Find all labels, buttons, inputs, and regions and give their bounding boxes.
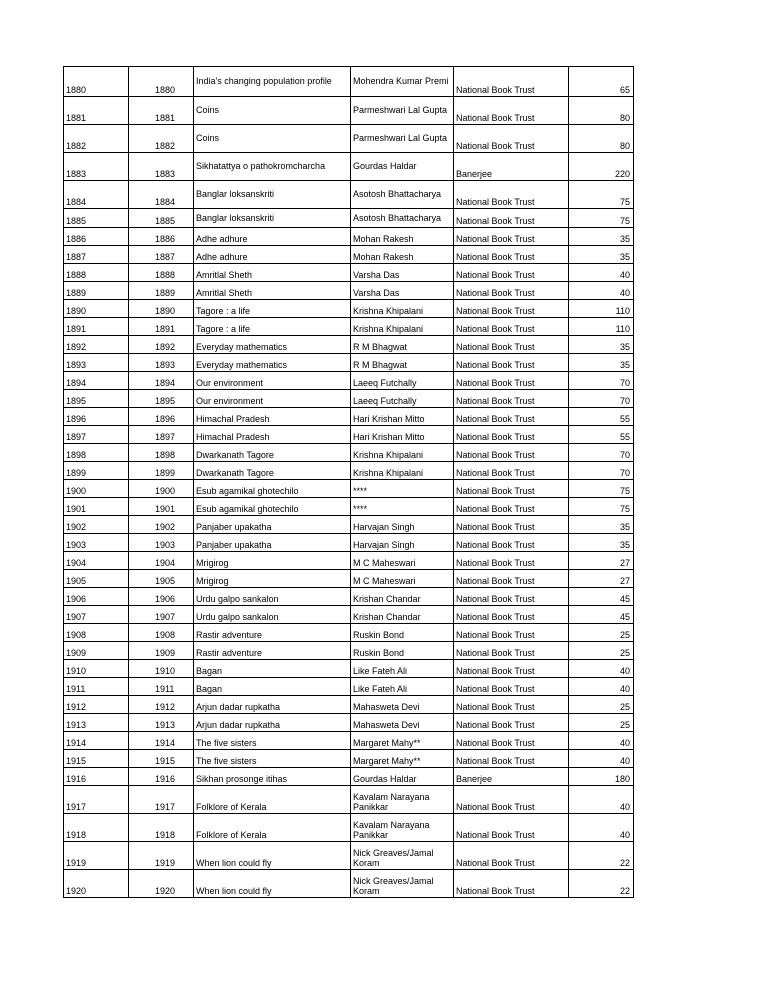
- price-cell: 70: [569, 372, 634, 390]
- title-cell: Our environment: [194, 372, 351, 390]
- title-cell: Dwarkanath Tagore: [194, 444, 351, 462]
- accession-number-cell: 1902: [129, 516, 194, 534]
- author-cell: Asotosh Bhattacharya: [351, 209, 454, 228]
- publisher-cell: National Book Trust: [454, 588, 569, 606]
- title-cell: Urdu galpo sankalon: [194, 588, 351, 606]
- publisher-cell: National Book Trust: [454, 498, 569, 516]
- price-cell: 35: [569, 246, 634, 264]
- title-cell: Adhe adhure: [194, 246, 351, 264]
- title-cell: Esub agamikal ghotechilo: [194, 480, 351, 498]
- row-id-cell: 1896: [64, 408, 129, 426]
- author-cell: Laeeq Futchally: [351, 372, 454, 390]
- price-cell: 22: [569, 842, 634, 870]
- accession-number-cell: 1919: [129, 842, 194, 870]
- accession-number-cell: 1884: [129, 181, 194, 209]
- accession-number-cell: 1882: [129, 125, 194, 153]
- price-cell: 70: [569, 390, 634, 408]
- publisher-cell: National Book Trust: [454, 426, 569, 444]
- row-id-cell: 1910: [64, 660, 129, 678]
- title-cell: Urdu galpo sankalon: [194, 606, 351, 624]
- price-cell: 22: [569, 870, 634, 898]
- title-cell: Rastir adventure: [194, 642, 351, 660]
- table-row: [64, 552, 634, 570]
- price-cell: 70: [569, 462, 634, 480]
- title-cell: Sikhan prosonge itihas: [194, 768, 351, 786]
- price-cell: 45: [569, 588, 634, 606]
- publisher-cell: National Book Trust: [454, 516, 569, 534]
- row-id-cell: 1904: [64, 552, 129, 570]
- accession-number-cell: 1890: [129, 300, 194, 318]
- row-id-cell: 1892: [64, 336, 129, 354]
- title-cell: When lion could fly: [194, 842, 351, 870]
- table-row: [64, 336, 634, 354]
- publisher-cell: National Book Trust: [454, 97, 569, 125]
- publisher-cell: National Book Trust: [454, 480, 569, 498]
- author-cell: Asotosh Bhattacharya: [351, 181, 454, 209]
- price-cell: 40: [569, 786, 634, 814]
- price-cell: 35: [569, 336, 634, 354]
- row-id-cell: 1891: [64, 318, 129, 336]
- author-cell: Kavalam Narayana Panikkar: [351, 786, 454, 814]
- author-cell: Hari Krishan Mitto: [351, 426, 454, 444]
- publisher-cell: National Book Trust: [454, 462, 569, 480]
- author-cell: Hari Krishan Mitto: [351, 408, 454, 426]
- table-row: [64, 696, 634, 714]
- price-cell: 35: [569, 228, 634, 246]
- author-cell: Mahasweta Devi: [351, 696, 454, 714]
- publisher-cell: National Book Trust: [454, 606, 569, 624]
- row-id-cell: 1895: [64, 390, 129, 408]
- row-id-cell: 1903: [64, 534, 129, 552]
- accession-number-cell: 1880: [129, 67, 194, 97]
- table-row: [64, 534, 634, 552]
- row-id-cell: 1886: [64, 228, 129, 246]
- accession-number-cell: 1887: [129, 246, 194, 264]
- publisher-cell: Banerjee: [454, 768, 569, 786]
- price-cell: 35: [569, 534, 634, 552]
- author-cell: Mahasweta Devi: [351, 714, 454, 732]
- row-id-cell: 1901: [64, 498, 129, 516]
- price-cell: 40: [569, 678, 634, 696]
- publisher-cell: National Book Trust: [454, 390, 569, 408]
- price-cell: 25: [569, 696, 634, 714]
- table-row: [64, 153, 634, 181]
- table-row: [64, 768, 634, 786]
- title-cell: When lion could fly: [194, 870, 351, 898]
- row-id-cell: 1882: [64, 125, 129, 153]
- accession-number-cell: 1906: [129, 588, 194, 606]
- table-row: [64, 732, 634, 750]
- publisher-cell: Banerjee: [454, 153, 569, 181]
- title-cell: Sikhatattya o pathokromcharcha: [194, 153, 351, 181]
- accession-number-cell: 1912: [129, 696, 194, 714]
- table-row: [64, 462, 634, 480]
- price-cell: 35: [569, 516, 634, 534]
- publisher-cell: National Book Trust: [454, 264, 569, 282]
- table-row: [64, 228, 634, 246]
- table-row: [64, 642, 634, 660]
- author-cell: Harvajan Singh: [351, 534, 454, 552]
- title-cell: Folklore of Kerala: [194, 786, 351, 814]
- author-cell: Like Fateh Ali: [351, 660, 454, 678]
- publisher-cell: National Book Trust: [454, 732, 569, 750]
- accession-number-cell: 1916: [129, 768, 194, 786]
- title-cell: Bagan: [194, 678, 351, 696]
- price-cell: 40: [569, 660, 634, 678]
- publisher-cell: National Book Trust: [454, 842, 569, 870]
- price-cell: 70: [569, 444, 634, 462]
- price-cell: 35: [569, 354, 634, 372]
- accession-number-cell: 1888: [129, 264, 194, 282]
- author-cell: M C Maheswari: [351, 552, 454, 570]
- title-cell: Arjun dadar rupkatha: [194, 696, 351, 714]
- publisher-cell: National Book Trust: [454, 624, 569, 642]
- row-id-cell: 1883: [64, 153, 129, 181]
- title-cell: Tagore : a life: [194, 318, 351, 336]
- price-cell: 110: [569, 300, 634, 318]
- publisher-cell: National Book Trust: [454, 570, 569, 588]
- title-cell: Folklore of Kerala: [194, 814, 351, 842]
- author-cell: Like Fateh Ali: [351, 678, 454, 696]
- table-row: [64, 444, 634, 462]
- publisher-cell: National Book Trust: [454, 300, 569, 318]
- accession-number-cell: 1920: [129, 870, 194, 898]
- title-cell: Panjaber upakatha: [194, 534, 351, 552]
- title-cell: Esub agamikal ghotechilo: [194, 498, 351, 516]
- publisher-cell: National Book Trust: [454, 228, 569, 246]
- row-id-cell: 1918: [64, 814, 129, 842]
- row-id-cell: 1887: [64, 246, 129, 264]
- publisher-cell: National Book Trust: [454, 678, 569, 696]
- row-id-cell: 1915: [64, 750, 129, 768]
- row-id-cell: 1894: [64, 372, 129, 390]
- price-cell: 65: [569, 67, 634, 97]
- book-list-table: [63, 66, 634, 898]
- row-id-cell: 1917: [64, 786, 129, 814]
- table-row: [64, 588, 634, 606]
- table-row: [64, 246, 634, 264]
- author-cell: Ruskin Bond: [351, 624, 454, 642]
- row-id-cell: 1899: [64, 462, 129, 480]
- accession-number-cell: 1903: [129, 534, 194, 552]
- author-cell: R M Bhagwat: [351, 354, 454, 372]
- row-id-cell: 1911: [64, 678, 129, 696]
- title-cell: Amritlal Sheth: [194, 264, 351, 282]
- title-cell: Mrigirog: [194, 552, 351, 570]
- accession-number-cell: 1893: [129, 354, 194, 372]
- price-cell: 45: [569, 606, 634, 624]
- author-cell: R M Bhagwat: [351, 336, 454, 354]
- publisher-cell: National Book Trust: [454, 660, 569, 678]
- accession-number-cell: 1904: [129, 552, 194, 570]
- author-cell: Margaret Mahy**: [351, 750, 454, 768]
- publisher-cell: National Book Trust: [454, 408, 569, 426]
- table-row: [64, 842, 634, 870]
- author-cell: Ruskin Bond: [351, 642, 454, 660]
- row-id-cell: 1914: [64, 732, 129, 750]
- author-cell: Margaret Mahy**: [351, 732, 454, 750]
- author-cell: Mohan Rakesh: [351, 246, 454, 264]
- accession-number-cell: 1901: [129, 498, 194, 516]
- title-cell: Banglar loksanskriti: [194, 181, 351, 209]
- title-cell: Arjun dadar rupkatha: [194, 714, 351, 732]
- price-cell: 220: [569, 153, 634, 181]
- title-cell: The five sisters: [194, 750, 351, 768]
- accession-number-cell: 1908: [129, 624, 194, 642]
- publisher-cell: National Book Trust: [454, 534, 569, 552]
- publisher-cell: National Book Trust: [454, 814, 569, 842]
- row-id-cell: 1888: [64, 264, 129, 282]
- row-id-cell: 1909: [64, 642, 129, 660]
- price-cell: 110: [569, 318, 634, 336]
- author-cell: ****: [351, 498, 454, 516]
- row-id-cell: 1884: [64, 181, 129, 209]
- table-row: [64, 390, 634, 408]
- row-id-cell: 1893: [64, 354, 129, 372]
- accession-number-cell: 1915: [129, 750, 194, 768]
- row-id-cell: 1898: [64, 444, 129, 462]
- title-cell: Bagan: [194, 660, 351, 678]
- table-row: [64, 282, 634, 300]
- row-id-cell: 1919: [64, 842, 129, 870]
- row-id-cell: 1913: [64, 714, 129, 732]
- table-row: [64, 354, 634, 372]
- accession-number-cell: 1889: [129, 282, 194, 300]
- publisher-cell: National Book Trust: [454, 444, 569, 462]
- author-cell: Krishan Chandar: [351, 588, 454, 606]
- price-cell: 180: [569, 768, 634, 786]
- publisher-cell: National Book Trust: [454, 786, 569, 814]
- publisher-cell: National Book Trust: [454, 372, 569, 390]
- author-cell: Mohan Rakesh: [351, 228, 454, 246]
- accession-number-cell: 1899: [129, 462, 194, 480]
- title-cell: Everyday mathematics: [194, 354, 351, 372]
- author-cell: Krishna Khipalani: [351, 462, 454, 480]
- table-row: [64, 181, 634, 209]
- title-cell: Panjaber upakatha: [194, 516, 351, 534]
- price-cell: 75: [569, 209, 634, 228]
- table-row: [64, 678, 634, 696]
- row-id-cell: 1885: [64, 209, 129, 228]
- book-list-body: [64, 67, 634, 898]
- accession-number-cell: 1911: [129, 678, 194, 696]
- table-row: [64, 264, 634, 282]
- row-id-cell: 1907: [64, 606, 129, 624]
- author-cell: Nick Greaves/Jamal Koram: [351, 842, 454, 870]
- table-row: [64, 624, 634, 642]
- table-row: [64, 426, 634, 444]
- row-id-cell: 1890: [64, 300, 129, 318]
- publisher-cell: National Book Trust: [454, 181, 569, 209]
- title-cell: Rastir adventure: [194, 624, 351, 642]
- row-id-cell: 1889: [64, 282, 129, 300]
- accession-number-cell: 1894: [129, 372, 194, 390]
- title-cell: Coins: [194, 97, 351, 125]
- price-cell: 40: [569, 750, 634, 768]
- row-id-cell: 1897: [64, 426, 129, 444]
- author-cell: Krishan Chandar: [351, 606, 454, 624]
- accession-number-cell: 1898: [129, 444, 194, 462]
- publisher-cell: National Book Trust: [454, 246, 569, 264]
- accession-number-cell: 1907: [129, 606, 194, 624]
- author-cell: Harvajan Singh: [351, 516, 454, 534]
- accession-number-cell: 1910: [129, 660, 194, 678]
- price-cell: 40: [569, 282, 634, 300]
- row-id-cell: 1916: [64, 768, 129, 786]
- accession-number-cell: 1895: [129, 390, 194, 408]
- row-id-cell: 1920: [64, 870, 129, 898]
- table-row: [64, 372, 634, 390]
- title-cell: Dwarkanath Tagore: [194, 462, 351, 480]
- table-row: [64, 300, 634, 318]
- author-cell: Parmeshwari Lal Gupta: [351, 125, 454, 153]
- row-id-cell: 1900: [64, 480, 129, 498]
- price-cell: 75: [569, 181, 634, 209]
- accession-number-cell: 1896: [129, 408, 194, 426]
- row-id-cell: 1906: [64, 588, 129, 606]
- table-row: [64, 125, 634, 153]
- author-cell: Nick Greaves/Jamal Koram: [351, 870, 454, 898]
- table-row: [64, 516, 634, 534]
- author-cell: Parmeshwari Lal Gupta: [351, 97, 454, 125]
- accession-number-cell: 1914: [129, 732, 194, 750]
- title-cell: Mrigirog: [194, 570, 351, 588]
- table-row: [64, 480, 634, 498]
- title-cell: Everyday mathematics: [194, 336, 351, 354]
- author-cell: M C Maheswari: [351, 570, 454, 588]
- publisher-cell: National Book Trust: [454, 354, 569, 372]
- author-cell: Mohendra Kumar Premi: [351, 67, 454, 97]
- table-row: [64, 318, 634, 336]
- author-cell: Gourdas Haldar: [351, 153, 454, 181]
- table-row: [64, 870, 634, 898]
- accession-number-cell: 1905: [129, 570, 194, 588]
- row-id-cell: 1880: [64, 67, 129, 97]
- accession-number-cell: 1909: [129, 642, 194, 660]
- publisher-cell: National Book Trust: [454, 282, 569, 300]
- table-row: [64, 660, 634, 678]
- author-cell: Kavalam Narayana Panikkar: [351, 814, 454, 842]
- price-cell: 25: [569, 714, 634, 732]
- row-id-cell: 1912: [64, 696, 129, 714]
- author-cell: Krishna Khipalani: [351, 318, 454, 336]
- row-id-cell: 1881: [64, 97, 129, 125]
- table-row: [64, 408, 634, 426]
- price-cell: 75: [569, 498, 634, 516]
- author-cell: Varsha Das: [351, 264, 454, 282]
- table-row: [64, 786, 634, 814]
- price-cell: 80: [569, 125, 634, 153]
- row-id-cell: 1905: [64, 570, 129, 588]
- publisher-cell: National Book Trust: [454, 750, 569, 768]
- accession-number-cell: 1885: [129, 209, 194, 228]
- price-cell: 25: [569, 642, 634, 660]
- author-cell: Laeeq Futchally: [351, 390, 454, 408]
- author-cell: Varsha Das: [351, 282, 454, 300]
- price-cell: 55: [569, 408, 634, 426]
- table-row: [64, 209, 634, 228]
- publisher-cell: National Book Trust: [454, 642, 569, 660]
- accession-number-cell: 1892: [129, 336, 194, 354]
- accession-number-cell: 1917: [129, 786, 194, 814]
- price-cell: 40: [569, 732, 634, 750]
- row-id-cell: 1908: [64, 624, 129, 642]
- accession-number-cell: 1913: [129, 714, 194, 732]
- publisher-cell: National Book Trust: [454, 552, 569, 570]
- publisher-cell: National Book Trust: [454, 318, 569, 336]
- table-row: [64, 750, 634, 768]
- table-row: [64, 97, 634, 125]
- title-cell: Himachal Pradesh: [194, 408, 351, 426]
- publisher-cell: National Book Trust: [454, 696, 569, 714]
- title-cell: Adhe adhure: [194, 228, 351, 246]
- accession-number-cell: 1918: [129, 814, 194, 842]
- price-cell: 55: [569, 426, 634, 444]
- author-cell: Krishna Khipalani: [351, 444, 454, 462]
- accession-number-cell: 1900: [129, 480, 194, 498]
- table-row: [64, 714, 634, 732]
- price-cell: 25: [569, 624, 634, 642]
- table-row: [64, 814, 634, 842]
- price-cell: 40: [569, 264, 634, 282]
- publisher-cell: National Book Trust: [454, 209, 569, 228]
- price-cell: 27: [569, 552, 634, 570]
- publisher-cell: National Book Trust: [454, 870, 569, 898]
- title-cell: India's changing population profile: [194, 67, 351, 97]
- title-cell: Tagore : a life: [194, 300, 351, 318]
- title-cell: Our environment: [194, 390, 351, 408]
- table-row: [64, 67, 634, 97]
- publisher-cell: National Book Trust: [454, 336, 569, 354]
- accession-number-cell: 1883: [129, 153, 194, 181]
- accession-number-cell: 1891: [129, 318, 194, 336]
- publisher-cell: National Book Trust: [454, 125, 569, 153]
- author-cell: Gourdas Haldar: [351, 768, 454, 786]
- price-cell: 40: [569, 814, 634, 842]
- price-cell: 80: [569, 97, 634, 125]
- accession-number-cell: 1897: [129, 426, 194, 444]
- table-row: [64, 606, 634, 624]
- title-cell: Amritlal Sheth: [194, 282, 351, 300]
- title-cell: Coins: [194, 125, 351, 153]
- author-cell: Krishna Khipalani: [351, 300, 454, 318]
- accession-number-cell: 1886: [129, 228, 194, 246]
- accession-number-cell: 1881: [129, 97, 194, 125]
- title-cell: The five sisters: [194, 732, 351, 750]
- author-cell: ****: [351, 480, 454, 498]
- price-cell: 75: [569, 480, 634, 498]
- publisher-cell: National Book Trust: [454, 714, 569, 732]
- publisher-cell: National Book Trust: [454, 67, 569, 97]
- title-cell: Himachal Pradesh: [194, 426, 351, 444]
- price-cell: 27: [569, 570, 634, 588]
- table-row: [64, 498, 634, 516]
- title-cell: Banglar loksanskriti: [194, 209, 351, 228]
- table-row: [64, 570, 634, 588]
- row-id-cell: 1902: [64, 516, 129, 534]
